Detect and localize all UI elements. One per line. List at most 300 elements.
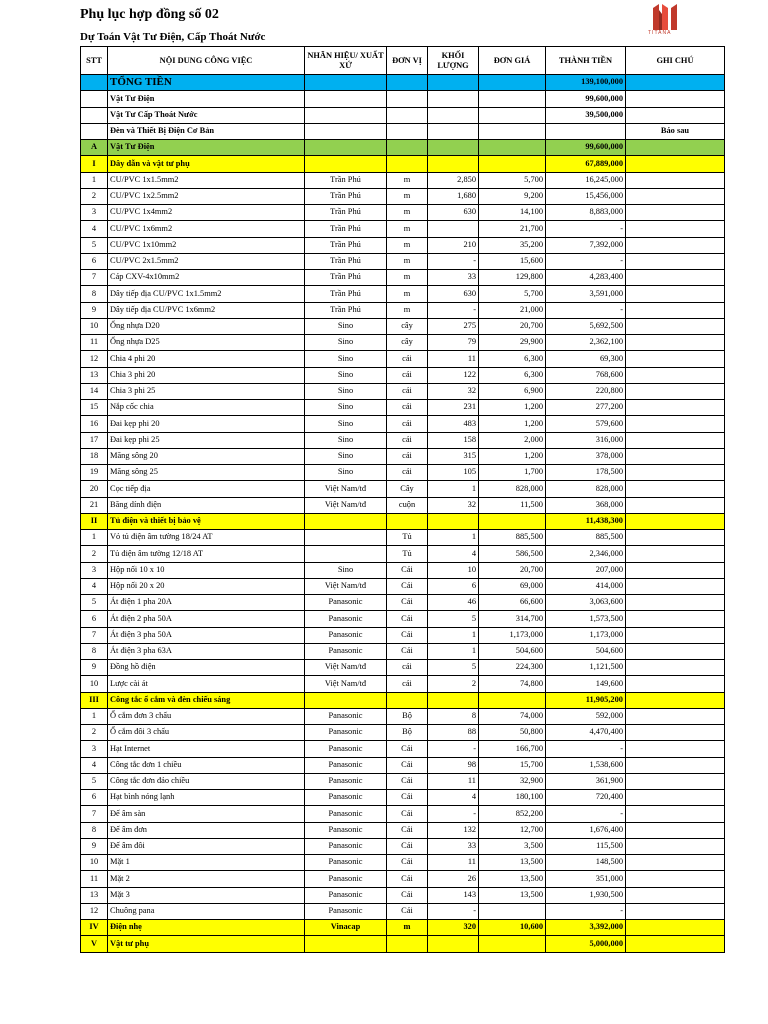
cell-price: 166,700 [479,741,546,757]
cell-unit [387,936,428,952]
cell-amount: 11,905,200 [546,692,626,708]
cell-content: Công tắc đơn 1 chiều [108,757,305,773]
cell-content: Băng dính điện [108,497,305,513]
cell-qty: 11 [428,773,479,789]
cell-stt: 6 [81,253,108,269]
cell-brand: Panasonic [305,822,387,838]
cell-unit: Cái [387,757,428,773]
cell-unit: cái [387,416,428,432]
table-row [81,790,725,806]
cell-qty: 32 [428,383,479,399]
cell-stt: 1 [81,708,108,724]
cell-amount: 316,000 [546,432,626,448]
cell-content: Măng sông 20 [108,448,305,464]
col-note: GHI CHÚ [626,47,725,75]
cell-price: 1,700 [479,465,546,481]
cell-note [626,692,725,708]
cell-content: Đế âm sàn [108,806,305,822]
cell-price: 74,800 [479,676,546,692]
cell-price: 20,700 [479,562,546,578]
cell-unit: Tủ [387,530,428,546]
cell-amount: 1,173,000 [546,627,626,643]
table-row [81,595,725,611]
cell-price: 14,100 [479,205,546,221]
cell-brand: Panasonic [305,790,387,806]
table-header-row [81,47,725,75]
table-row [81,757,725,773]
cell-amount: - [546,221,626,237]
cell-content: CU/PVC 1x4mm2 [108,205,305,221]
cell-qty: 4 [428,546,479,562]
cell-stt: 2 [81,188,108,204]
cell-brand [305,123,387,139]
cell-stt: 7 [81,627,108,643]
cell-brand: Sino [305,367,387,383]
cell-brand: Panasonic [305,806,387,822]
cell-price: 35,200 [479,237,546,253]
table-row [81,838,725,854]
cell-brand [305,91,387,107]
cell-amount: 5,692,500 [546,318,626,334]
cell-stt: 14 [81,383,108,399]
cell-stt: IV [81,920,108,936]
cell-price: 32,900 [479,773,546,789]
cell-content: Điện nhẹ [108,920,305,936]
cell-stt: 8 [81,643,108,659]
cell-price: 1,200 [479,416,546,432]
summary-row [81,107,725,123]
cell-price: 21,000 [479,302,546,318]
cell-amount: 3,063,600 [546,595,626,611]
cell-note [626,546,725,562]
cell-brand: Trần Phú [305,302,387,318]
cell-price: 50,800 [479,725,546,741]
cell-unit: Bộ [387,708,428,724]
cell-unit: cái [387,465,428,481]
cell-note [626,871,725,887]
cell-unit: Cái [387,741,428,757]
cell-note [626,237,725,253]
cell-unit: Cái [387,611,428,627]
cell-unit: Cái [387,822,428,838]
cell-stt: 10 [81,318,108,334]
table-row [81,302,725,318]
cell-brand: Sino [305,335,387,351]
cell-brand: Sino [305,400,387,416]
cell-brand: Trần Phú [305,172,387,188]
cell-stt: 8 [81,286,108,302]
table-row [81,383,725,399]
cell-amount: 16,245,000 [546,172,626,188]
cell-content: Tủ điện và thiết bị bảo vệ [108,513,305,529]
cell-brand [305,156,387,172]
cell-note [626,676,725,692]
cell-qty: 315 [428,448,479,464]
cell-unit: Cái [387,773,428,789]
cell-note [626,270,725,286]
cell-unit: cái [387,660,428,676]
table-row [81,822,725,838]
cell-price: 13,500 [479,855,546,871]
cell-brand: Việt Nam/tđ [305,676,387,692]
table-row [81,270,725,286]
cell-qty [428,123,479,139]
cell-note [626,253,725,269]
cell-price: 6,300 [479,351,546,367]
cell-unit: m [387,237,428,253]
table-row [81,871,725,887]
cell-note [626,221,725,237]
cell-brand: Trần Phú [305,253,387,269]
cell-price: 6,900 [479,383,546,399]
cell-qty: - [428,302,479,318]
cell-qty: 6 [428,578,479,594]
cell-content: TỔNG TIỀN [108,75,305,91]
cell-price: 13,500 [479,871,546,887]
cell-note [626,188,725,204]
cell-content: Vỏ tủ điện âm tường 18/24 AT [108,530,305,546]
cell-price: 314,700 [479,611,546,627]
cell-stt: 5 [81,237,108,253]
col-stt: STT [81,47,108,75]
cell-amount: 149,600 [546,676,626,692]
cell-content: CU/PVC 1x6mm2 [108,221,305,237]
cell-amount: 361,900 [546,773,626,789]
cell-note [626,578,725,594]
table-row [81,806,725,822]
cell-amount: 5,000,000 [546,936,626,952]
cell-price: 74,000 [479,708,546,724]
cell-qty [428,140,479,156]
cell-qty [428,75,479,91]
cell-stt: 21 [81,497,108,513]
cell-amount: - [546,806,626,822]
cell-note [626,903,725,919]
cell-brand: Panasonic [305,903,387,919]
cell-amount: 2,346,000 [546,546,626,562]
cell-price: 5,700 [479,172,546,188]
cell-qty: 11 [428,351,479,367]
cell-qty [428,107,479,123]
cell-brand: Sino [305,432,387,448]
cell-brand: Panasonic [305,595,387,611]
cell-amount: - [546,253,626,269]
cell-amount: 1,538,600 [546,757,626,773]
cell-unit: Cái [387,562,428,578]
cell-brand: Sino [305,383,387,399]
cell-unit: cây [387,318,428,334]
cell-stt: 4 [81,578,108,594]
summary-row [81,91,725,107]
cell-stt [81,107,108,123]
cell-stt: 16 [81,416,108,432]
cell-content: Vật Tư Điện [108,140,305,156]
table-row [81,741,725,757]
cell-unit: m [387,221,428,237]
cell-price: 15,600 [479,253,546,269]
cell-price: 15,700 [479,757,546,773]
cell-price: 11,500 [479,497,546,513]
col-price: ĐƠN GIÁ [479,47,546,75]
cell-brand: Sino [305,562,387,578]
cell-qty: 79 [428,335,479,351]
cell-content: Ổ cắm đơn 3 chấu [108,708,305,724]
cell-brand: Sino [305,318,387,334]
cell-amount: 414,000 [546,578,626,594]
cell-stt: 7 [81,806,108,822]
cell-content: Át điện 2 pha 50A [108,611,305,627]
cell-amount: 99,600,000 [546,91,626,107]
cell-amount: 8,883,000 [546,205,626,221]
cell-brand: Panasonic [305,611,387,627]
cell-amount: 139,100,000 [546,75,626,91]
cell-content: Chia 3 phi 25 [108,383,305,399]
cell-stt [81,123,108,139]
table-row [81,627,725,643]
cell-note [626,838,725,854]
cell-brand [305,140,387,156]
cell-unit [387,692,428,708]
cell-price [479,156,546,172]
cell-stt: 1 [81,530,108,546]
cell-brand: Việt Nam/tđ [305,578,387,594]
cell-content: Đai kẹp phi 20 [108,416,305,432]
cell-price [479,140,546,156]
cell-unit: Cái [387,855,428,871]
cell-unit: Cái [387,790,428,806]
cell-note [626,351,725,367]
cell-stt: 2 [81,546,108,562]
cell-qty: 32 [428,497,479,513]
green-row [81,140,725,156]
table-row [81,497,725,513]
col-brand: NHÃN HIỆU/ XUẤT XỨ [305,47,387,75]
table-row [81,237,725,253]
cell-price: 2,000 [479,432,546,448]
cell-content: Ống nhựa D25 [108,335,305,351]
cell-price: 1,200 [479,448,546,464]
logo-text: TITANA [648,30,672,36]
cell-amount: 1,930,500 [546,887,626,903]
cell-unit [387,123,428,139]
cell-stt: II [81,513,108,529]
cell-stt: 7 [81,270,108,286]
cell-unit [387,140,428,156]
estimate-table [80,46,725,953]
cell-stt: V [81,936,108,952]
cell-stt: 13 [81,367,108,383]
cell-brand: Việt Nam/tđ [305,481,387,497]
table-row [81,205,725,221]
cell-brand: Panasonic [305,855,387,871]
table-row [81,611,725,627]
cell-note [626,595,725,611]
cell-qty: 2,850 [428,172,479,188]
cell-brand: Panasonic [305,741,387,757]
cell-amount: 4,470,400 [546,725,626,741]
cell-content: Dây dẫn và vật tư phụ [108,156,305,172]
cell-unit: cái [387,432,428,448]
col-unit: ĐƠN VỊ [387,47,428,75]
cell-qty: - [428,903,479,919]
cell-qty: 26 [428,871,479,887]
cell-price: 20,700 [479,318,546,334]
cell-content: Mặt 2 [108,871,305,887]
table-row [81,660,725,676]
cell-unit: cái [387,400,428,416]
cell-note [626,513,725,529]
cell-amount: 579,600 [546,416,626,432]
cell-content: Át điện 3 pha 63A [108,643,305,659]
table-body [81,75,725,953]
cell-note [626,481,725,497]
table-row [81,773,725,789]
cell-unit: Cái [387,643,428,659]
cell-content: Át điện 1 pha 20A [108,595,305,611]
cell-stt: 12 [81,351,108,367]
cell-brand [305,513,387,529]
cell-note [626,627,725,643]
table-row [81,367,725,383]
cell-content: Đế âm đơn [108,822,305,838]
cell-note [626,708,725,724]
cell-unit: cây [387,335,428,351]
total-row [81,75,725,91]
yellow-row [81,920,725,936]
cell-note [626,318,725,334]
cell-qty: 320 [428,920,479,936]
cell-qty: 4 [428,790,479,806]
cell-price: 1,200 [479,400,546,416]
cell-note [626,432,725,448]
cell-brand: Panasonic [305,627,387,643]
table-row [81,578,725,594]
cell-brand: Panasonic [305,887,387,903]
cell-note [626,855,725,871]
cell-stt: 10 [81,855,108,871]
cell-unit: m [387,286,428,302]
cell-content: Hạt Internet [108,741,305,757]
cell-brand: Panasonic [305,725,387,741]
cell-amount: 115,500 [546,838,626,854]
table-row [81,286,725,302]
cell-note [626,367,725,383]
cell-stt: 2 [81,725,108,741]
cell-amount: 178,500 [546,465,626,481]
cell-qty: 275 [428,318,479,334]
table-row [81,318,725,334]
cell-stt: I [81,156,108,172]
cell-price: 852,200 [479,806,546,822]
cell-content: Vật Tư Cấp Thoát Nước [108,107,305,123]
table-row [81,188,725,204]
cell-unit: Cái [387,871,428,887]
cell-brand: Panasonic [305,757,387,773]
cell-brand: Việt Nam/tđ [305,660,387,676]
cell-brand: Trần Phú [305,188,387,204]
cell-stt: 9 [81,838,108,854]
cell-price: 828,000 [479,481,546,497]
cell-qty: 1 [428,627,479,643]
table-row [81,221,725,237]
cell-qty: 132 [428,822,479,838]
cell-note [626,741,725,757]
cell-stt: 6 [81,611,108,627]
cell-brand: Panasonic [305,708,387,724]
cell-price: 66,600 [479,595,546,611]
cell-note [626,416,725,432]
cell-brand [305,75,387,91]
cell-amount: 1,573,500 [546,611,626,627]
cell-brand: Sino [305,351,387,367]
cell-unit [387,107,428,123]
table-row [81,351,725,367]
cell-amount: - [546,302,626,318]
cell-content: Lược cài át [108,676,305,692]
cell-brand: Trần Phú [305,205,387,221]
cell-amount: 277,200 [546,400,626,416]
cell-content: Dây tiếp địa CU/PVC 1x1.5mm2 [108,286,305,302]
cell-amount: 7,392,000 [546,237,626,253]
cell-unit: m [387,205,428,221]
cell-brand: Sino [305,416,387,432]
cell-stt: A [81,140,108,156]
cell-qty: 2 [428,676,479,692]
cell-unit [387,513,428,529]
cell-brand: Sino [305,448,387,464]
cell-qty: 105 [428,465,479,481]
table-row [81,855,725,871]
cell-qty: 158 [428,432,479,448]
table-row [81,903,725,919]
cell-qty: 1 [428,530,479,546]
cell-note [626,465,725,481]
cell-unit: cuộn [387,497,428,513]
document-title: Phụ lục hợp đồng số 02 [80,7,219,22]
cell-brand: Sino [305,465,387,481]
cell-note [626,302,725,318]
cell-content: Chia 4 phi 20 [108,351,305,367]
cell-price: 5,700 [479,286,546,302]
summary-row [81,123,725,139]
cell-stt: 11 [81,335,108,351]
yellow-row [81,156,725,172]
cell-amount: 885,500 [546,530,626,546]
cell-brand: Panasonic [305,838,387,854]
cell-qty: 630 [428,286,479,302]
cell-stt: 13 [81,887,108,903]
cell-stt: 15 [81,400,108,416]
cell-note [626,205,725,221]
cell-qty: 10 [428,562,479,578]
table-row [81,448,725,464]
cell-unit [387,156,428,172]
cell-unit: Cái [387,578,428,594]
cell-amount: 220,800 [546,383,626,399]
table-row [81,530,725,546]
cell-unit: Cái [387,903,428,919]
cell-content: Ổ cắm đôi 3 chấu [108,725,305,741]
cell-stt: 9 [81,302,108,318]
cell-price: 1,173,000 [479,627,546,643]
cell-qty: - [428,806,479,822]
cell-note [626,530,725,546]
cell-note [626,757,725,773]
cell-stt: 17 [81,432,108,448]
cell-content: Nắp cốc chia [108,400,305,416]
cell-qty: 483 [428,416,479,432]
cell-unit: Cái [387,887,428,903]
